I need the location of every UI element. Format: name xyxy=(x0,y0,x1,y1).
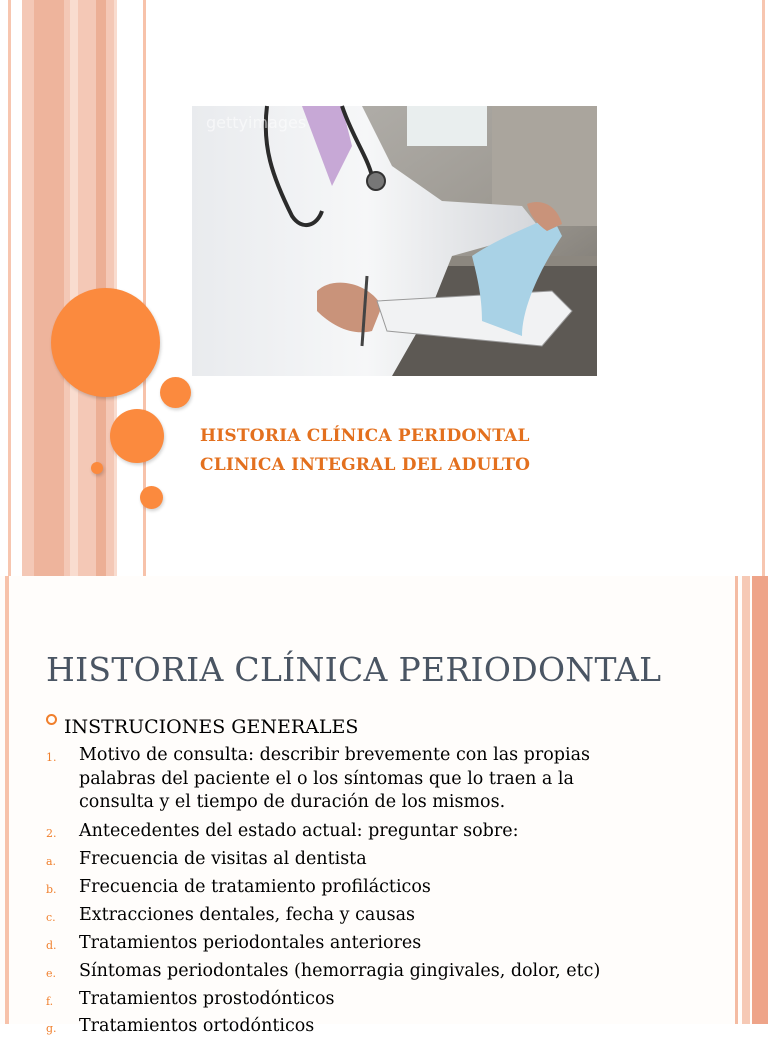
ring-bullet-icon xyxy=(46,714,57,725)
list-item xyxy=(46,820,666,844)
list-text: Frecuencia de visitas al dentista xyxy=(79,849,367,869)
list-text: Antecedentes del estado actual: preguntar sobre: xyxy=(79,821,519,841)
decor-stripe xyxy=(34,0,64,576)
list-item xyxy=(46,1015,666,1036)
list-item xyxy=(46,932,666,956)
list-text: Extracciones dentales, fecha y causas xyxy=(79,905,415,925)
decor-circle xyxy=(140,486,163,509)
decor-stripe xyxy=(752,576,768,1024)
list-item xyxy=(46,988,666,1012)
list-item xyxy=(46,848,666,872)
list-text: Tratamientos periodontales anteriores xyxy=(79,933,422,953)
decor-stripe xyxy=(70,0,78,576)
slide-title-line2: CLINICA INTEGRAL DEL ADULTO xyxy=(200,455,531,475)
list-text: Frecuencia de tratamiento profilácticos xyxy=(79,877,431,897)
list-item xyxy=(46,904,666,928)
decor-circle xyxy=(110,409,164,463)
list-marker: d. xyxy=(46,939,57,952)
list-text: Tratamientos prostodónticos xyxy=(79,989,335,1009)
list-marker: c. xyxy=(46,911,56,924)
decor-circle xyxy=(51,288,160,397)
decor-stripe xyxy=(8,0,11,576)
decor-circle xyxy=(91,462,103,474)
list-text: Tratamientos ortodónticos xyxy=(79,1016,315,1036)
section-bullet xyxy=(46,714,358,738)
list-marker: f. xyxy=(46,995,54,1008)
list-item xyxy=(46,744,666,816)
decor-stripe xyxy=(762,0,765,576)
list-marker: 2. xyxy=(46,827,57,840)
list-marker: e. xyxy=(46,967,57,980)
list-marker: g. xyxy=(46,1022,57,1035)
list-marker: a. xyxy=(46,855,57,868)
slide-title-line1: HISTORIA CLÍNICA PERIDONTAL xyxy=(200,426,530,446)
decor-stripe xyxy=(742,576,750,1024)
list-marker: 1. xyxy=(46,751,57,764)
decor-stripe xyxy=(735,576,738,1024)
decor-stripe xyxy=(5,576,9,1024)
list-item xyxy=(46,876,666,900)
list-text: Síntomas periodontales (hemorragia gingivales, dolor, etc) xyxy=(79,961,601,981)
list-item xyxy=(46,960,666,984)
list-text: Motivo de consulta: describir brevemente con las propias palabras del paciente el o los síntomas que lo traen a la consulta y el tiempo de duración de los mismos. xyxy=(79,745,591,812)
doctor-photo xyxy=(192,106,597,376)
content-heading: HISTORIA CLÍNICA PERIODONTAL xyxy=(46,650,662,689)
photo-watermark: gettyimages xyxy=(206,113,307,132)
decor-circle xyxy=(160,377,191,408)
section-label: INSTRUCIONES GENERALES xyxy=(64,716,359,738)
list-marker: b. xyxy=(46,883,57,896)
